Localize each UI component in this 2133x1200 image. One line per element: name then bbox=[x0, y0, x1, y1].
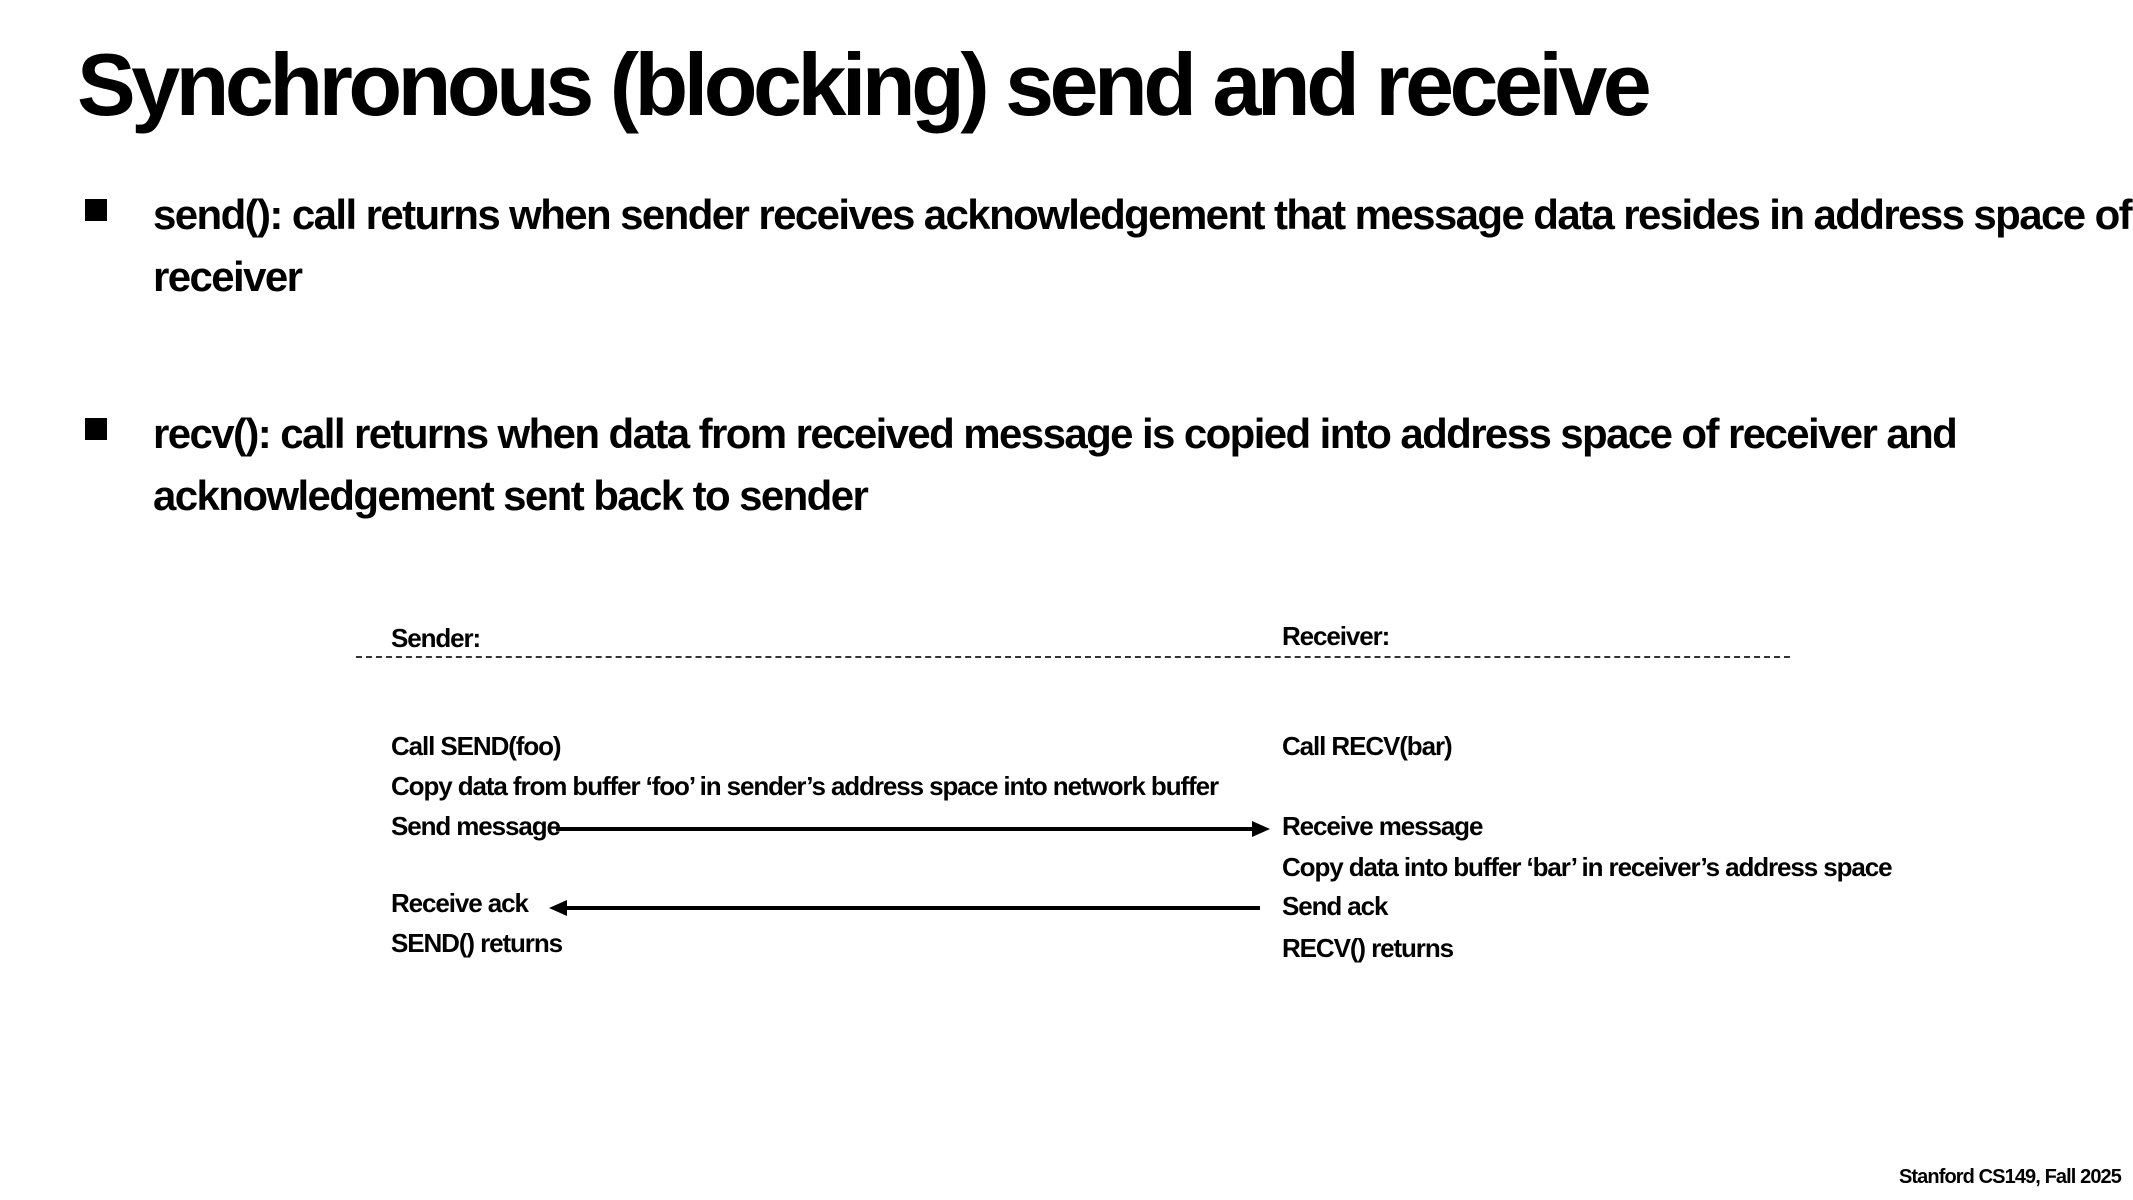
receiver-step-recv-returns: RECV() returns bbox=[1282, 933, 1453, 963]
receiver-step-call-recv: Call RECV(bar) bbox=[1282, 731, 1452, 761]
bullet-recv-text: recv(): call returns when data from received message is copied into address space of receiver and acknowledgement sent back to sender bbox=[153, 410, 1957, 519]
sender-step-send-returns: SEND() returns bbox=[391, 928, 562, 958]
slide-title: Synchronous (blocking) send and receive bbox=[77, 35, 1648, 134]
receiver-step-receive-message: Receive message bbox=[1282, 811, 1483, 841]
receiver-step-copy-data: Copy data into buffer ‘bar’ in receiver’s address space bbox=[1282, 852, 1892, 882]
receiver-header: Receiver: bbox=[1282, 621, 1390, 651]
ack-arrow bbox=[549, 900, 1260, 916]
sender-step-send-message: Send message bbox=[391, 811, 560, 841]
bullet-send-text: send(): call returns when sender receives acknowledgement that message data resides in address space of receiver bbox=[153, 191, 2132, 300]
sender-header: Sender: bbox=[391, 623, 481, 653]
sender-step-receive-ack: Receive ack bbox=[391, 888, 528, 918]
message-arrow bbox=[556, 821, 1270, 837]
sender-step-call-send: Call SEND(foo) bbox=[391, 731, 561, 761]
sender-step-copy-data: Copy data from buffer ‘foo’ in sender’s address space into network buffer bbox=[391, 771, 1218, 801]
receiver-step-send-ack: Send ack bbox=[1282, 891, 1388, 921]
course-footer: Stanford CS149, Fall 2025 bbox=[1898, 1166, 2121, 1188]
